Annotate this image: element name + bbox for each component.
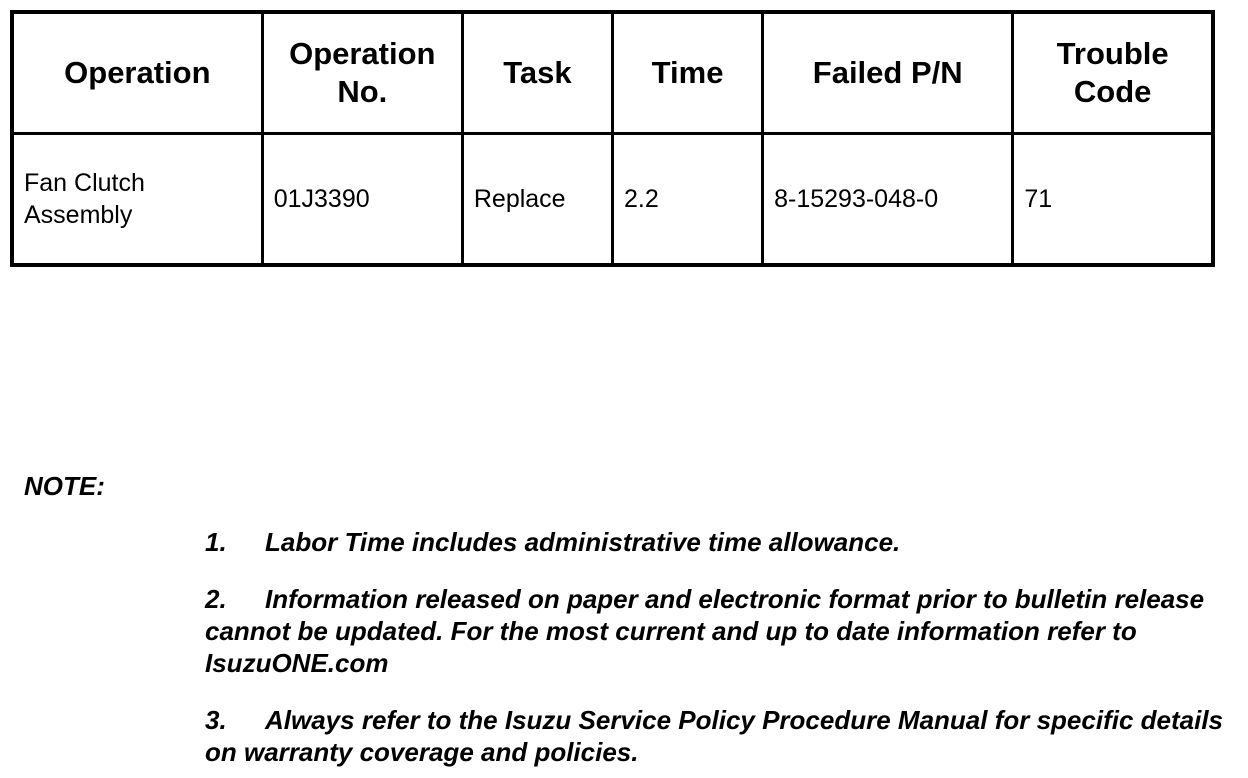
cell-trouble-code: 71 [1013,134,1213,266]
cell-operation-line-2: Assembly [24,201,133,229]
note-item-3 [205,704,1225,768]
table-header-row [12,12,1213,134]
note-text-1: Labor Time includes administrative time allowance. [265,527,901,557]
cell-operation [12,134,262,266]
header-time-text: Time [651,55,724,90]
note-number-1: 1. [205,527,227,557]
cell-failed-pn: 8-15293-048-0 [763,134,1013,266]
cell-task: Replace [462,134,612,266]
cell-time: 2.2 [612,134,762,266]
table-row [12,134,1213,266]
note-number-3: 3. [205,705,227,735]
header-failed-pn-text: Failed P/N [812,55,963,90]
header-trouble-code-line-2: Code [1073,74,1152,109]
header-task [462,12,612,134]
note-text-3: Always refer to the Isuzu Service Policy Procedure Manual for specific details on warranty coverage and policies. [205,705,1224,767]
header-operation-text: Operation [64,55,211,90]
header-task-text: Task [503,55,572,90]
header-failed-pn [763,12,1013,134]
labor-operation-table [10,10,1215,267]
header-operation-no-line-2: No. [337,74,388,109]
cell-operation-no: 01J3390 [262,134,462,266]
note-number-2: 2. [205,584,227,614]
header-operation [12,12,262,134]
note-text-2: Information released on paper and electronic format prior to bulletin release cannot be updated. For the most current and up to date information refer to IsuzuONE.com [205,584,1205,678]
header-operation-no-line-1: Operation [289,36,436,71]
header-time [612,12,762,134]
cell-operation-line-1: Fan Clutch [24,169,145,197]
header-trouble-code [1013,12,1213,134]
note-heading: NOTE: [24,471,105,501]
header-operation-no [262,12,462,134]
note-item-2 [205,583,1225,679]
note-item-1 [205,526,1225,558]
header-trouble-code-line-1: Trouble [1056,36,1169,71]
